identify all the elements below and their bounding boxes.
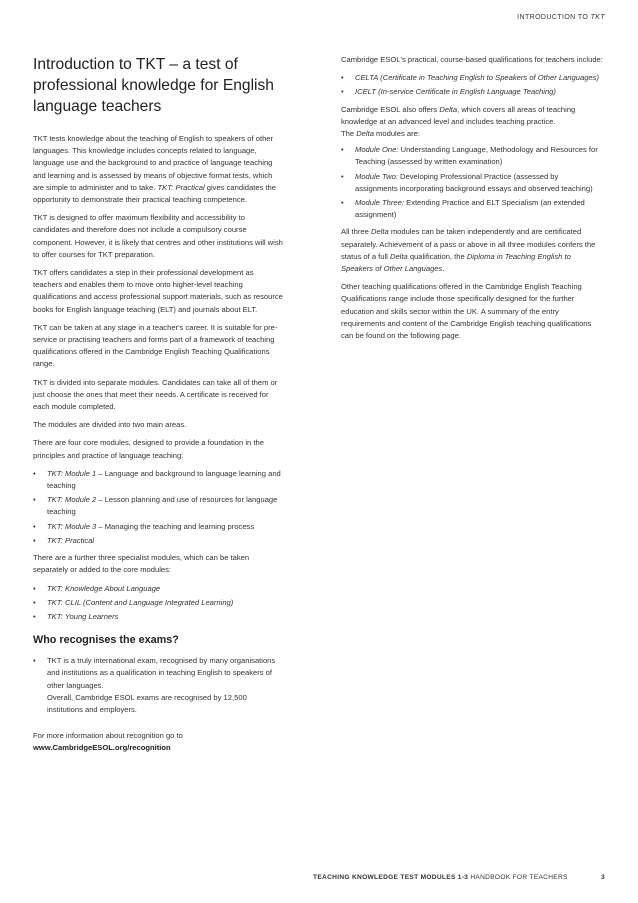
list-item: • TKT is a truly international exam, recognised by many organisations and institutions as a qualification in teaching English to speakers of other languages. Overall, Cambridge ESOL exams are recognised by 12,500 institutions and employers. — [33, 655, 283, 716]
modules-paragraph: TKT is divided into separate modules. Candidates can take all of them or just choose the ones that meet their needs. A certificate is received for each module completed. — [33, 377, 278, 412]
list-item: • Module Three: Extending Practice and ELT Specialism (an extended assignment) — [341, 197, 603, 221]
list-item: • Module Two: Developing Professional Practice (assessed by assignments incorporating background essays and observed teaching) — [341, 171, 603, 195]
list-item: • TKT: Knowledge About Language — [33, 583, 283, 595]
delta-certification-paragraph: All three Delta modules can be taken independently and are certificated separately. Achievement of a pass or above in all three modules confers the status of a full Delta qualification, the Diploma in Teaching English to Speakers of Other Languages. — [341, 227, 596, 274]
qualifications-intro: Cambridge ESOL's practical, course-based qualifications for teachers include: — [341, 55, 603, 64]
list-item: • ICELT (In-service Certificate in English Language Teaching) — [341, 86, 603, 98]
qualifications-list — [341, 72, 603, 98]
other-qualifications-paragraph: Other teaching qualifications offered in the Cambridge English Teaching Qualifications range include those specifically designed for the further education and skills sector within the UK. A summary of the entry requirements and content of the Cambridge English teaching qualifications can be found on the following page. — [341, 282, 592, 341]
running-header: INTRODUCTION TO TKT — [517, 14, 605, 21]
list-item: • TKT: Young Learners — [33, 611, 283, 623]
more-info: For more information about recognition go to — [33, 731, 183, 741]
development-paragraph: TKT offers candidates a step in their professional development as teachers and enables them to move onto higher-level teaching qualifications and access professional support materials, such as resource books for English language teaching (ELT) and journals about ELT. — [33, 268, 283, 314]
list-item: • TKT: Module 2 – Lesson planning and use of resources for language teaching — [33, 494, 283, 518]
list-item: • TKT: Module 3 – Managing the teaching and learning process — [33, 521, 283, 533]
recognition-heading: Who recognises the exams? — [33, 634, 179, 647]
page-footer: TEACHING KNOWLEDGE TEST MODULES 1-3 HANDBOOK FOR TEACHERS 3 — [313, 874, 605, 881]
list-item: • TKT: CLIL (Content and Language Integrated Learning) — [33, 597, 283, 609]
specialist-intro: There are a further three specialist modules, which can be taken separately or added to the core modules: — [33, 553, 250, 575]
core-modules-list — [33, 468, 283, 547]
list-item: • TKT: Module 1 – Language and background to language learning and teaching — [33, 468, 283, 492]
specialist-modules-list — [33, 583, 283, 624]
page-number: 3 — [601, 874, 605, 881]
core-intro: There are four core modules, designed to provide a foundation in the principles and practice of language teaching: — [33, 438, 264, 460]
list-item: • CELTA (Certificate in Teaching English to Speakers of Other Languages) — [341, 72, 603, 84]
flexibility-paragraph: TKT is designed to offer maximum flexibility and accessibility to candidates and therefore does not include a compulsory course component. However, it is likely that centres and other institutions will wish to offer courses for TKT preparation. — [33, 213, 283, 259]
recognition-link[interactable]: www.CambridgeESOL.org/recognition — [33, 743, 171, 753]
list-item: • TKT: Practical — [33, 535, 283, 547]
intro-paragraph: TKT tests knowledge about the teaching of English to speakers of other languages. This knowledge includes concepts related to language, language use and the background to and practice of language teaching and learning and is assessed by means of objective format tests, which are simple to administer and to take. TKT: Practical gives candidates the opportunity to demonstrate their practical teaching competence. — [33, 134, 276, 205]
page-title: Introduction to TKT – a test of professional knowledge for English language teachers — [33, 56, 274, 115]
career-paragraph: TKT can be taken at any stage in a teacher's career. It is suitable for pre-service or practising teachers and forms part of a framework of teaching qualifications offered in the Cambridge English Teaching Qualifications range. — [33, 322, 278, 369]
areas-paragraph: The modules are divided into two main areas. — [33, 420, 187, 430]
left-column — [33, 54, 283, 761]
recognition-list — [33, 655, 283, 716]
list-item: • Module One: Understanding Language, Methodology and Resources for Teaching (assessed by written examination) — [341, 144, 603, 168]
delta-paragraph: Cambridge ESOL also offers Delta, which covers all areas of teaching knowledge at an advanced level and includes teaching practice. The Delta modules are: — [341, 104, 576, 139]
right-column — [341, 54, 603, 348]
delta-modules-list — [341, 144, 603, 221]
